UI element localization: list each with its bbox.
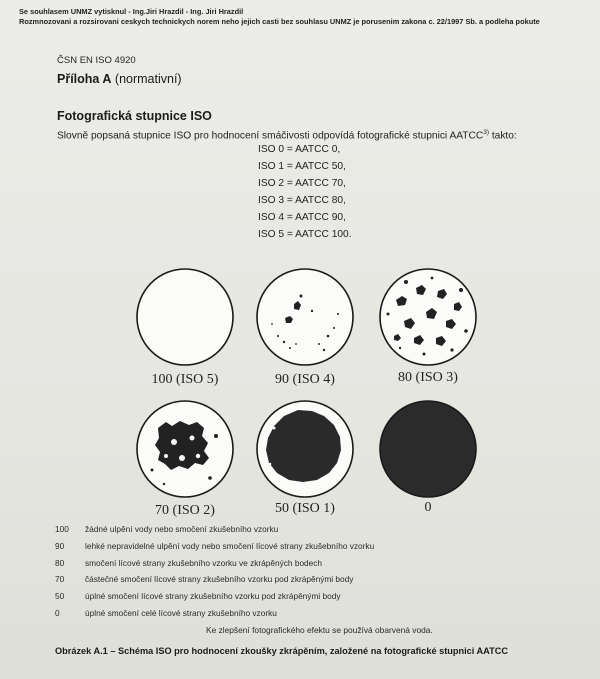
- intro-paragraph: [57, 129, 517, 141]
- intro-tail: takto:: [489, 130, 517, 142]
- footnote-ref: 3): [483, 129, 490, 136]
- rating-legend: [55, 521, 374, 622]
- legend-code: 0: [55, 607, 60, 618]
- spray-disc-100: [134, 266, 236, 368]
- legend-row: [55, 521, 374, 538]
- legend-code: 50: [55, 591, 65, 602]
- disc-label-70: 70 (ISO 2): [155, 503, 215, 518]
- legend-row: [55, 538, 374, 555]
- disc-label-0: 0: [424, 500, 432, 515]
- legend-code: 70: [55, 574, 65, 585]
- legend-text: úplné smočení celé lícové strany zkušebního vzorku: [85, 607, 277, 618]
- copyright-notice-line: Rozmnozovani a rozsirovani ceskych technickych norem neho jejich casti bez souhlasu UNMZ je porusenim zakona c. 22/1997 Sb. a podleha pokute: [19, 17, 540, 26]
- mapping-line: ISO 2 = AATCC 70,: [258, 178, 346, 189]
- disc-label-80: 80 (ISO 3): [398, 370, 458, 385]
- spray-disc-50: [254, 398, 356, 500]
- legend-text: úplné smočení lícové strany zkušebního vzorku pod zkrápěnými body: [85, 591, 341, 602]
- legend-code: 100: [55, 524, 69, 534]
- mapping-line: ISO 4 = AATCC 90,: [258, 212, 346, 223]
- mapping-line: ISO 1 = AATCC 50,: [258, 161, 346, 172]
- legend-code: 80: [55, 557, 65, 568]
- iso-aatcc-mapping: [258, 141, 352, 243]
- mapping-line: ISO 5 = AATCC 100.: [258, 229, 352, 240]
- spray-disc-90: [254, 266, 356, 368]
- legend-row: [55, 588, 374, 605]
- legend-row: [55, 555, 374, 572]
- annex-type: (normativní): [114, 72, 182, 86]
- standard-number: ČSN EN ISO 4920: [57, 55, 136, 66]
- section-title: Fotografická stupnice ISO: [57, 109, 212, 123]
- intro-text: Slovně popsaná stupnice ISO pro hodnocení smáčivosti odpovídá fotografické stupnici AATCC: [57, 130, 484, 142]
- legend-row: [55, 605, 374, 622]
- legend-row: [55, 571, 374, 588]
- legend-text: žádné ulpění vody nebo smočení zkušebního vzorku: [85, 524, 279, 534]
- mapping-line: ISO 0 = AATCC 0,: [258, 144, 341, 155]
- spray-disc-80: [376, 266, 480, 368]
- legend-text: částečné smočení lícové strany zkušebního vzorku pod zkrápěnými body: [85, 574, 354, 585]
- annex-heading: [57, 72, 182, 86]
- disc-label-100: 100 (ISO 5): [151, 372, 219, 387]
- figure-caption: Obrázek A.1 – Schéma ISO pro hodnocení zkoušky zkrápěním, založené na fotografické stupnici AATCC: [55, 646, 509, 656]
- colored-water-note: Ke zlepšení fotografického efektu se používá obarvená voda.: [206, 625, 433, 635]
- legend-text: lehké nepravidelné ulpění vody nebo smočení lícové strany zkušebního vzorku: [85, 540, 375, 551]
- annex-title: Příloha A: [57, 72, 112, 86]
- mapping-line: ISO 3 = AATCC 80,: [258, 195, 346, 206]
- spray-disc-70: [134, 398, 236, 500]
- legend-text: smočení lícové strany zkušebního vzorku ve zkrápěných bodech: [85, 557, 323, 568]
- disc-label-50: 50 (ISO 1): [275, 501, 335, 516]
- spray-disc-0: [376, 398, 480, 500]
- print-permission-line: Se souhlasem UNMZ vytisknul - Ing.Jiri Hrazdil - Ing. Jiri Hrazdil: [19, 7, 244, 16]
- legend-code: 90: [55, 540, 65, 551]
- disc-label-90: 90 (ISO 4): [275, 372, 335, 387]
